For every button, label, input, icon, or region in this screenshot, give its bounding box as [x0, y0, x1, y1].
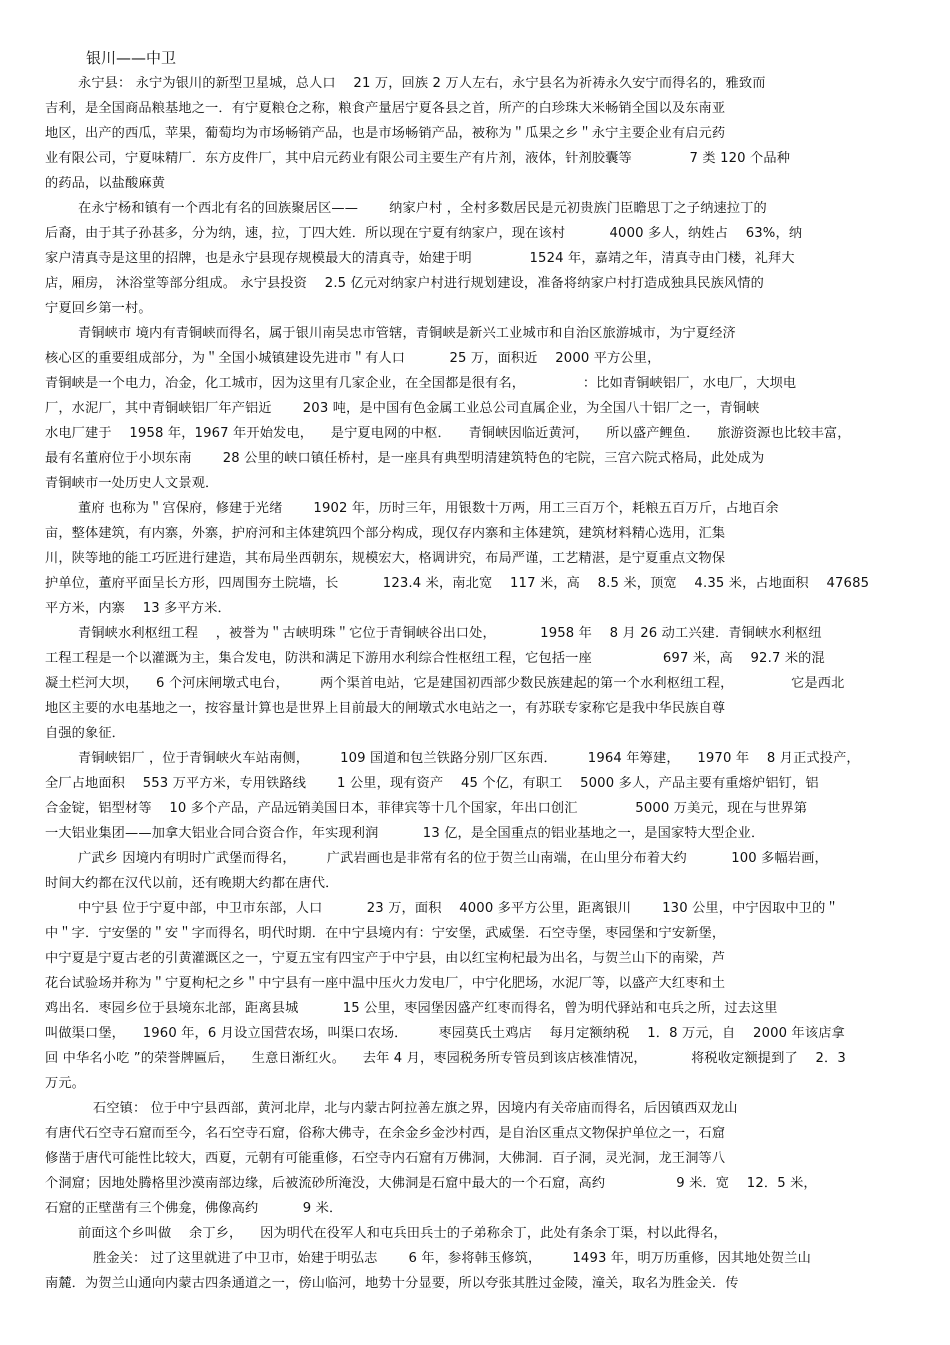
text-line: 合金锭，铝型材等 10 多个产品，产品远销美国日本，菲律宾等十几个国家，年出口创汇 5000 万美元，现在与世界第 [45, 801, 808, 816]
text-line: 亩，整体建筑，有内寨，外寨，护府河和主体建筑四个部分构成，现仅存内寨和主体建筑，建筑材料精心选用，汇集 [45, 526, 726, 541]
text-line: 中＂字．宁安堡的＂安＂字而得名，明代时期．在中宁县境内有：宁安堡，武威堡．石空寺堡，枣园堡和宁安新堡， [45, 926, 726, 941]
text-line: 花台试验场并称为＂宁夏枸杞之乡＂中宁县有一座中温中压火力发电厂，中宁化肥场，水泥厂等，以盛产大红枣和土 [45, 976, 726, 991]
text-line: 地区，出产的西瓜，苹果，葡萄均为市场畅销产品，也是市场畅销产品，被称为＂瓜果之乡＂永宁主要企业有启元药 [45, 126, 726, 141]
text-line: 在永宁杨和镇有一个西北有名的回族聚居区—— 纳家户村 ，全村多数居民是元初贵族门臣瞻思丁之子纳速拉丁的 [78, 201, 767, 216]
text-line: 中宁县 位于宁夏中部，中卫市东部，人口 23 万，面积 4000 多平方公里，距离银川 130 公里，中宁因取中卫的＂ [78, 901, 839, 916]
text-line: 鸡出名．枣园乡位于县境东北部，距离县城 15 公里，枣园堡因盛产红枣而得名，曾为明代驿站和屯兵之所，过去这里 [45, 1001, 778, 1016]
text-line: 个洞窟；因地处腾格里沙漠南部边缘，后被流砂所淹没，大佛洞是石窟中最大的一个石窟，高约 9 米．宽 12．5 米， [45, 1176, 817, 1191]
text-line: 万元。 [45, 1076, 86, 1091]
text-line: 厂，水泥厂，其中青铜峡铝厂年产铝近 203 吨，是中国有色金属工业总公司直属企业，为全国八十铝厂之一，青铜峡 [45, 401, 760, 416]
text-line: 青铜峡水利枢纽工程 ，被誉为＂古峡明珠＂它位于青铜峡谷出口处， 1958 年 8 月 26 动工兴建．青铜峡水利枢纽 [78, 626, 822, 641]
text-line: 石窟的正壁凿有三个佛龛，佛像高约 9 米． [45, 1201, 343, 1216]
text-line: 青铜峡铝厂 ，位于青铜峡火车站南侧， 109 国道和包兰铁路分别厂区东西． 1964 年筹建， 1970 年 8 月正式投产， [78, 751, 860, 766]
text-line: 地区主要的水电基地之一，按容量计算也是世界上目前最大的闸墩式水电站之一，有苏联专家称它是我中华民族自尊 [45, 701, 726, 716]
text-line: 永宁县： 永宁为银川的新型卫星城，总人口 21 万，回族 2 万人左右，永宁县名为祈祷永久安宁而得名的，雅致而 [78, 76, 766, 91]
text-line: 修凿于唐代可能性比较大，西夏，元朝有可能重修，石空寺内石窟有万佛洞，大佛洞．百子洞，灵光洞，龙王洞等八 [45, 1151, 726, 1166]
text-line: 前面这个乡叫做 余丁乡， 因为明代在役军人和屯兵田兵士的子弟称余丁，此处有条余丁渠，村以此得名， [78, 1226, 727, 1241]
text-line: 回 中华名小吃 ”的荣誉牌匾后， 生意日渐红火。 去年 4 月，枣园税务所专管员到该店核准情况， 将税收定额提到了 2．3 [45, 1051, 846, 1066]
text-line: 工程工程是一个以灌溉为主，集合发电，防洪和满足下游用水利综合性枢纽工程，它包括一座 697 米，高 92.7 米的混 [45, 651, 825, 666]
text-line: 凝土栏河大坝， 6 个河床闸墩式电台， 两个渠首电站，它是建国初西部少数民族建起的第一个水利枢纽工程， 它是西北 [45, 676, 845, 691]
text-line: 核心区的重要组成部分，为＂全国小城镇建设先进市＂有人口 25 万，面积近 2000 平方公里， [45, 351, 661, 366]
text-line: 家户清真寺是这里的招牌，也是永宁县现存规模最大的清真寺，始建于明 1524 年，嘉靖之年，清真寺由门楼，礼拜大 [45, 251, 795, 266]
text-line: 川，陕等地的能工巧匠进行建造，其布局坐西朝东，规模宏大，格调讲究，布局严谨，工艺精湛，是宁夏重点文物保 [45, 551, 726, 566]
text-line: 青铜峡是一个电力，冶金，化工城市，因为这里有几家企业，在全国都是很有名， ：比如青铜峡铝厂，水电厂，大坝电 [45, 376, 797, 391]
text-line: 青铜峡市一处历史人文景观． [45, 476, 219, 491]
text-line: 南麓．为贺兰山通向内蒙古四条通道之一，傍山临河，地势十分显要，所以夸张其胜过金陵，潼关，取名为胜金关．传 [45, 1276, 739, 1291]
text-line: 业有限公司，宁夏味精厂．东方皮件厂，其中启元药业有限公司主要生产有片剂，液体，针剂胶囊等 7 类 120 个品种 [45, 151, 791, 166]
text-line: 最有名董府位于小坝东南 28 公里的峡口镇任桥村，是一座具有典型明清建筑特色的宅院，三宫六院式格局，此处成为 [45, 451, 765, 466]
text-line: 全厂占地面积 553 万平方米，专用铁路线 1 公里，现有资产 45 个亿，有职工 5000 多人，产品主要有重熔炉铝钉，铝 [45, 776, 819, 791]
text-line: 水电厂建于 1958 年，1967 年开始发电， 是宁夏电网的中枢． 青铜峡因临近黄河， 所以盛产鲤鱼． 旅游资源也比较丰富， [45, 426, 851, 441]
text-line: 宁夏回乡第一村。 [45, 301, 152, 316]
text-line: 的药品，以盐酸麻黄 [45, 176, 166, 191]
text-line: 店，厢房， 沐浴堂等部分组成。 永宁县投资 2.5 亿元对纳家户村进行规划建设，准备将纳家户村打造成独具民族风情的 [45, 276, 764, 291]
text-line: 董府 也称为＂宫保府，修建于光绪 1902 年，历时三年，用银数十万两，用工三百万个，耗粮五百万斤，占地百余 [78, 501, 779, 516]
text-line: 自强的象征． [45, 726, 126, 741]
text-line: 石空镇： 位于中宁县西部，黄河北岸，北与内蒙古阿拉善左旗之界，因境内有关帝庙而得名，后因镇西双龙山 [93, 1101, 738, 1116]
document-title: 银川——中卫 [86, 49, 177, 67]
text-line: 胜金关： 过了这里就进了中卫市，始建于明弘志 6 年，参将韩玉修筑， 1493 年，明万历重修，因其地处贺兰山 [93, 1251, 811, 1266]
text-line: 平方米，内寨 13 多平方米． [45, 601, 231, 616]
text-line: 护单位，董府平面呈长方形，四周围夯土院墙，长 123.4 米，南北宽 117 米，高 8.5 米，顶宽 4.35 米，占地面积 47685 [45, 576, 870, 591]
text-line: 有唐代石空寺石窟而至今，名石空寺石窟，俗称大佛寺，在余金乡金沙村西，是自治区重点文物保护单位之一，石窟 [45, 1126, 726, 1141]
text-line: 时间大约都在汉代以前，还有晚期大约都在唐代． [45, 876, 339, 891]
text-line: 中宁夏是宁夏古老的引黄灌溉区之一，宁夏五宝有四宝产于中宁县，由以红宝枸杞最为出名，与贺兰山下的南梁，芦 [45, 951, 726, 966]
text-line: 一大铝业集团——加拿大铝业合同合资合作，年实现利润 13 亿，是全国重点的铝业基地之一，是国家特大型企业． [45, 826, 765, 841]
text-line: 广武乡 因境内有明时广武堡而得名， 广武岩画也是非常有名的位于贺兰山南端，在山里分布着大约 100 多幅岩画， [78, 851, 828, 866]
text-line: 青铜峡市 境内有青铜峡而得名，属于银川南吴忠市管辖，青铜峡是新兴工业城市和自治区旅游城市，为宁夏经济 [78, 326, 736, 341]
text-line: 后裔，由于其子孙甚多，分为纳，速，拉，丁四大姓．所以现在宁夏有纳家户，现在该村 4000 多人，纳姓占 63%，纳 [45, 226, 803, 241]
text-line: 叫做渠口堡， 1960 年，6 月设立国营农场，叫渠口农场． 枣园莫氏土鸡店 每月定额纳税 1．8 万元，自 2000 年该店拿 [45, 1026, 845, 1041]
text-line: 吉利，是全国商品粮基地之一．有宁夏粮仓之称，粮食产量居宁夏各县之首，所产的白珍珠大米畅销全国以及东南亚 [45, 101, 726, 116]
